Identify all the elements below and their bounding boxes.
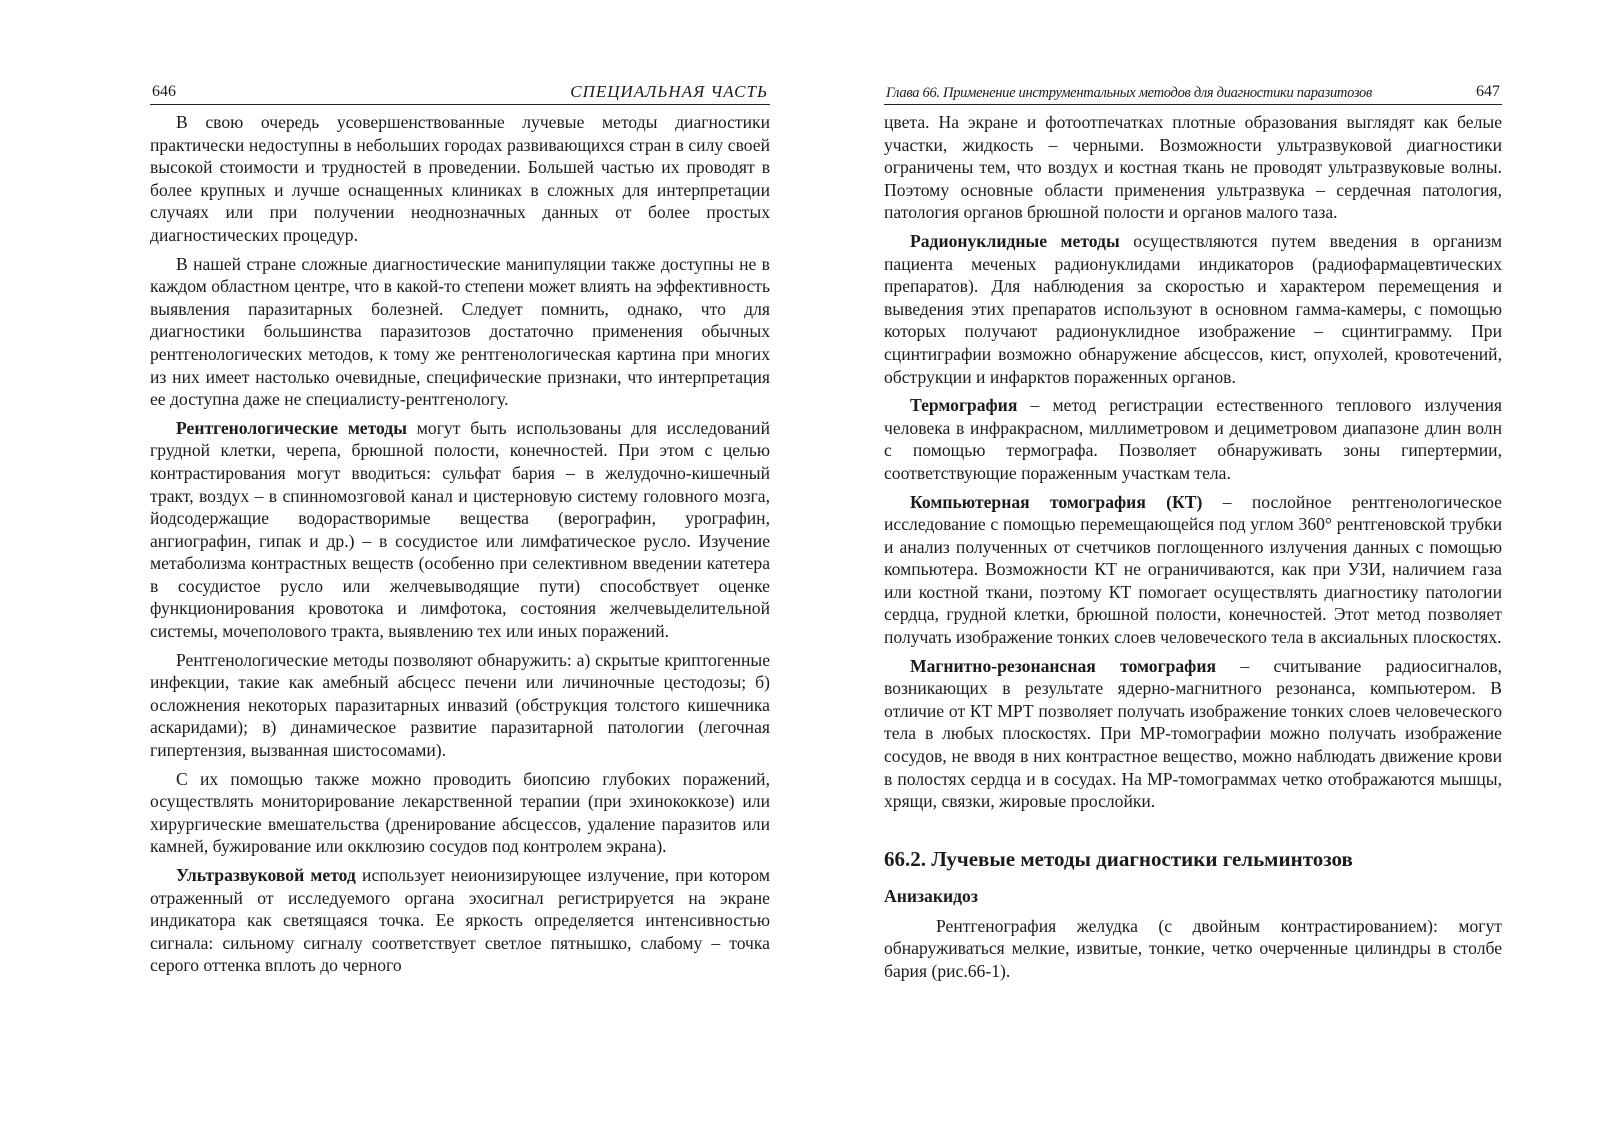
right-body-text [884, 111, 1502, 983]
right-continuation-paragraph: цвета. На экране и фотоотпечатках плотные образования выглядят как белые участки, жидкость – черными. Возможности ультразвуковой диагностики ограничены тем, что воздух и костная ткань не проводят ультразвуковые волны. Поэтому основные области применения ультразвука – сердечная патология, патология органов брюшной полости и органов малого таза. [884, 112, 1502, 223]
left-paragraph-1: В свою очередь усовершенствованные лучевые методы диагностики практически недоступны в небольших городах развивающихся стран в силу своей высокой стоимости и трудностей в проведении. Большей частью их проводят в более крупных и лучше оснащенных клиниках в сложных для интерпретации случаях или при получении неоднозначных данных от более простых диагностических процедур. [150, 112, 770, 245]
left-running-head [150, 78, 770, 105]
left-paragraph-x-ray-methods: Рентгенологические методы могут быть использованы для исследований грудной клетки, черепа, брюшной полости, конечностей. При этом с целью контрастирования могут вводиться: сульфат бария – в желудочно-кишечный тракт, воздух – в спинномозговой канал и цистерновую систему головного мозга, йодсодержащие водорастворимые вещества (верографин, урографин, ангиографин, гипак и др.) – в сосудистое или лимфатическое русло. Изучение метаболизма контрастных веществ (особенно при селективном введении катетера в сосудистое русло или желчевыводящие пути) способствует оценке функционирования кровотока и лимфотока, состояния желчевыделительной системы, мочеполового тракта, выявлению тех или иных поражений. [150, 417, 770, 642]
left-page-number: 646 [152, 83, 176, 100]
right-paragraph-thermography: Термография – метод регистрации естественного теплового излучения человека в инфракрасном, миллиметровом и дециметровом диапазоне длин волн с помощью термографа. Позволяет обнаруживать зоны гипертермии, соответствующие пораженным участкам тела. [884, 395, 1502, 483]
section-heading: 66.2. Лучевые методы диагностики гельминтозов [884, 846, 1353, 871]
left-paragraph-4: Рентгенологические методы позволяют обнаружить: а) скрытые криптогенные инфекции, такие как амебный абсцесс печени или личиночные цестодозы; б) осложнения некоторых паразитарных инвазий (обструкция толстого кишечника аскаридами); в) динамическое развитие паразитарной патологии (легочная гипертензия, вызванная шистосомами). [150, 649, 770, 761]
right-running-head [884, 78, 1502, 105]
right-page-number: 647 [1476, 83, 1500, 100]
right-paragraph-mri: Магнитно-резонансная томография – считывание радиосигналов, возникающих в результате ядерно-магнитного резонанса, компьютером. В отличие от КТ МРТ позволяет получать изображение тонких слоев человеческого тела в любых плоскостях. При МР-томографии можно получать изображение сосудов, не вводя в них контрастное вещество, можно наблюдать движение крови в полостях сердца и в сосудах. На МР-томограммах четко отображаются мышцы, хрящи, связки, жировые прослойки. [884, 655, 1502, 812]
left-paragraph-2: В нашей стране сложные диагностические манипуляции также доступны не в каждом областном центре, что в какой-то степени может влиять на эффективность выявления паразитарных болезней. Следует помнить, однако, что для диагностики большинства паразитозов достаточно применения обычных рентгенологических методов, к тому же рентгенологическая картина при многих из них имеет настолько очевидные, специфические признаки, что интерпретация ее доступна даже не специалисту-рентгенологу. [150, 253, 770, 410]
left-paragraph-5: С их помощью также можно проводить биопсию глубоких поражений, осуществлять мониторирование лекарственной терапии (при эхинококкозе) или хирургические вмешательства (дренирование абсцессов, удаление паразитов или камней, бужирование или окклюзию сосудов под контролем экрана). [150, 768, 770, 857]
right-paragraph-ct: Компьютерная томография (КТ) – послойное рентгенологическое исследование с помощью перемещающейся под углом 360° рентгеновской трубки и анализ полученных от счетчиков поглощенного излучения данных с помощью компьютера. Возможности КТ не ограничиваются, как при УЗИ, наличием газа или костной ткани, поэтому КТ помогает осуществлять диагностику патологии сердца, грудной клетки, брюшной полости, конечностей. Этот метод позволяет получать изображение тонких слоев человеческого тела в аксиальных плоскостях. [884, 491, 1502, 648]
right-page [884, 78, 1502, 989]
subsection-paragraph: Рентгенография желудка (с двойным контрастированием): могут обнаруживаться мелкие, извитые, тонкие, четко очерченные цилиндры в столбе бария (рис.66-1). [884, 915, 1502, 981]
left-body-text [150, 111, 770, 977]
right-running-title: Глава 66. Применение инструментальных методов для диагностики паразитозов [886, 85, 1372, 101]
left-page [150, 78, 770, 983]
right-paragraph-radionuclide: Радионуклидные методы осуществляются путем введения в организм пациента меченых радионуклидами индикаторов (радиофармацевтических препаратов). Для наблюдения за скоростью и характером перемещения и выведения этих препаратов используют в основном гамма-камеры, с помощью которых получают радионуклидное изображение – сцинтиграмму. При сцинтиграфии возможно обнаружение абсцессов, кист, опухолей, кровотечений, обструкции и инфарктов пораженных органов. [884, 230, 1502, 387]
left-paragraph-ultrasound: Ультразвуковой метод использует неионизирующее излучение, при котором отраженный от исследуемого органа эхосигнал регистрируется на экране индикатора как светящаяся точка. Ее яркость определяется интенсивностью сигнала: сильному сигналу соответствует светлое пятнышко, слабому – точка серого оттенка вплоть до черного [150, 865, 770, 976]
left-running-title: СПЕЦИАЛЬНАЯ ЧАСТЬ [570, 82, 768, 101]
subsection-heading: Анизакидоз [884, 885, 978, 906]
